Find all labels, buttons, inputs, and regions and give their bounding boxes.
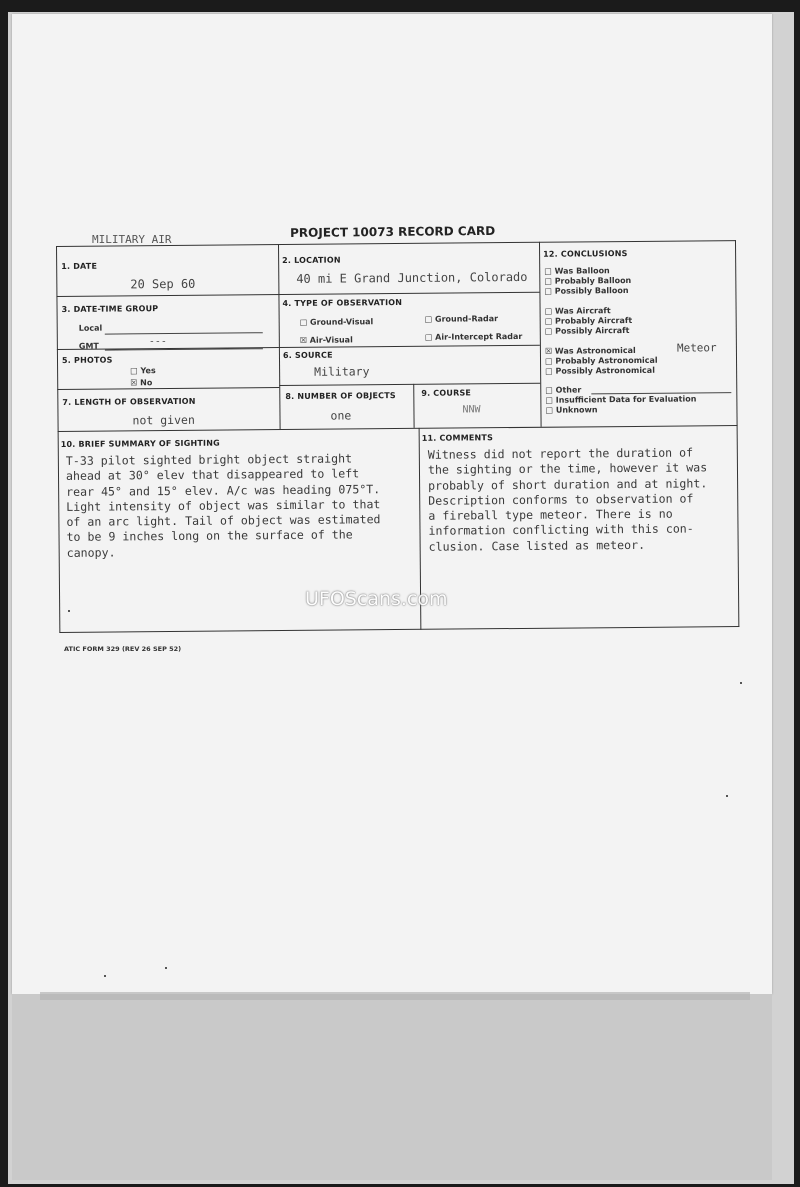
comments-line: a fireball type meteor. There is no bbox=[428, 506, 673, 523]
concl-unknown: □ Unknown bbox=[545, 405, 598, 415]
conclusions-label: 12. CONCLUSIONS bbox=[543, 249, 628, 259]
number-objects-value: one bbox=[330, 408, 352, 423]
row-divider-2b bbox=[279, 345, 540, 348]
obs-air-intercept-radar: □ Air-Intercept Radar bbox=[424, 331, 523, 342]
conclusions-balloon-group bbox=[544, 266, 631, 297]
concl-was-balloon: □ Was Balloon bbox=[544, 266, 610, 276]
comments-label: 11. COMMENTS bbox=[421, 433, 494, 443]
type-observation-label: 4. TYPE OF OBSERVATION bbox=[282, 297, 403, 309]
col-divider-2 bbox=[413, 384, 414, 428]
photos-no: ☒ No bbox=[130, 378, 153, 388]
comments-line: Description conforms to observation of bbox=[428, 491, 694, 508]
form-number: ATIC FORM 329 (REV 26 SEP 52) bbox=[64, 645, 182, 653]
scan-shadow-band bbox=[40, 992, 750, 1000]
concl-possibly-astronomical: □ Possibly Astronomical bbox=[545, 365, 655, 376]
card-border-bottom bbox=[59, 626, 739, 633]
scan-speck bbox=[165, 967, 167, 969]
summary-text bbox=[66, 451, 381, 561]
comments-line: Witness did not report the duration of bbox=[427, 445, 694, 462]
obs-air-visual: ☒ Air-Visual bbox=[299, 335, 353, 345]
concl-other: □ Other bbox=[545, 385, 582, 395]
row-divider-1 bbox=[56, 292, 539, 297]
watermark: UFOScans.com bbox=[305, 588, 448, 610]
scan-speck bbox=[104, 975, 106, 977]
obs-ground-visual: □ Ground-Visual bbox=[299, 317, 374, 327]
gmt-line bbox=[105, 348, 263, 350]
concl-probably-astronomical: □ Probably Astronomical bbox=[544, 355, 658, 366]
conclusions-astronomical-group bbox=[545, 346, 658, 377]
col-divider-1 bbox=[278, 244, 281, 429]
date-label: 1. DATE bbox=[61, 261, 98, 271]
gmt-label: GMT bbox=[78, 341, 99, 351]
course-label: 9. COURSE bbox=[421, 388, 472, 398]
comments-line: information conflicting with this con- bbox=[428, 521, 694, 539]
datetime-group-label: 3. DATE-TIME GROUP bbox=[61, 304, 159, 314]
concl-was-aircraft: □ Was Aircraft bbox=[544, 306, 611, 316]
location-value: 40 mi E Grand Junction, Colorado bbox=[296, 269, 528, 286]
conclusions-aircraft-group bbox=[545, 306, 633, 337]
date-value: 20 Sep 60 bbox=[130, 276, 196, 292]
summary-line: to be 9 inches long on the surface of the bbox=[66, 527, 353, 545]
location-label: 2. LOCATION bbox=[282, 255, 341, 266]
course-value: NNW bbox=[462, 404, 481, 416]
number-objects-label: 8. NUMBER OF OBJECTS bbox=[285, 391, 396, 402]
concl-was-astronomical: ☒ Was Astronomical bbox=[544, 345, 636, 356]
summary-line: rear 45° and 15° elev. A/c was heading 075°T. bbox=[66, 481, 381, 499]
card-title: PROJECT 10073 RECORD CARD bbox=[290, 223, 496, 240]
military-air-stamp: MILITARY AIR bbox=[92, 233, 172, 246]
row-divider-3a bbox=[57, 387, 279, 390]
conclusions-divider bbox=[539, 242, 542, 427]
summary-line: Light intensity of object was similar to that bbox=[66, 497, 381, 514]
summary-line: canopy. bbox=[66, 545, 116, 560]
record-card bbox=[56, 240, 739, 642]
local-label: Local bbox=[78, 323, 103, 333]
comments-line: clusion. Case listed as meteor. bbox=[428, 537, 646, 554]
summary-line: of an arc light. Tail of object was estimated bbox=[66, 512, 381, 530]
source-value: Military bbox=[314, 364, 370, 379]
concl-possibly-balloon: □ Possibly Balloon bbox=[544, 286, 629, 296]
photos-label: 5. PHOTOS bbox=[61, 355, 113, 365]
concl-possibly-aircraft: □ Possibly Aircraft bbox=[544, 325, 630, 336]
length-label: 7. LENGTH OF OBSERVATION bbox=[62, 396, 196, 407]
summary-label: 10. BRIEF SUMMARY OF SIGHTING bbox=[60, 438, 220, 449]
local-line bbox=[105, 332, 263, 334]
length-value: not given bbox=[132, 412, 195, 428]
concl-probably-balloon: □ Probably Balloon bbox=[544, 275, 632, 286]
astro-note: Meteor bbox=[676, 341, 717, 355]
comments-text bbox=[428, 445, 708, 555]
conclusions-other-group bbox=[545, 384, 696, 415]
scan-speck bbox=[726, 795, 728, 797]
scan-speck bbox=[740, 682, 742, 684]
obs-ground-radar: □ Ground-Radar bbox=[424, 314, 499, 324]
row-divider-3b bbox=[279, 383, 540, 386]
summary-line: T-33 pilot sighted bright object straight bbox=[65, 451, 353, 468]
scan-speck bbox=[68, 610, 70, 612]
summary-line: ahead at 30° elev that disappeared to left bbox=[65, 466, 360, 484]
source-label: 6. SOURCE bbox=[282, 350, 333, 361]
photos-yes: □ Yes bbox=[130, 366, 156, 376]
concl-insufficient-data: □ Insufficient Data for Evaluation bbox=[545, 394, 697, 405]
scan-lower-area bbox=[12, 994, 772, 1180]
comments-line: the sighting or the time, however it was bbox=[427, 460, 708, 478]
comments-line: probably of short duration and at night. bbox=[428, 475, 708, 493]
concl-probably-aircraft: □ Probably Aircraft bbox=[544, 315, 633, 326]
gmt-value: --- bbox=[148, 336, 167, 348]
